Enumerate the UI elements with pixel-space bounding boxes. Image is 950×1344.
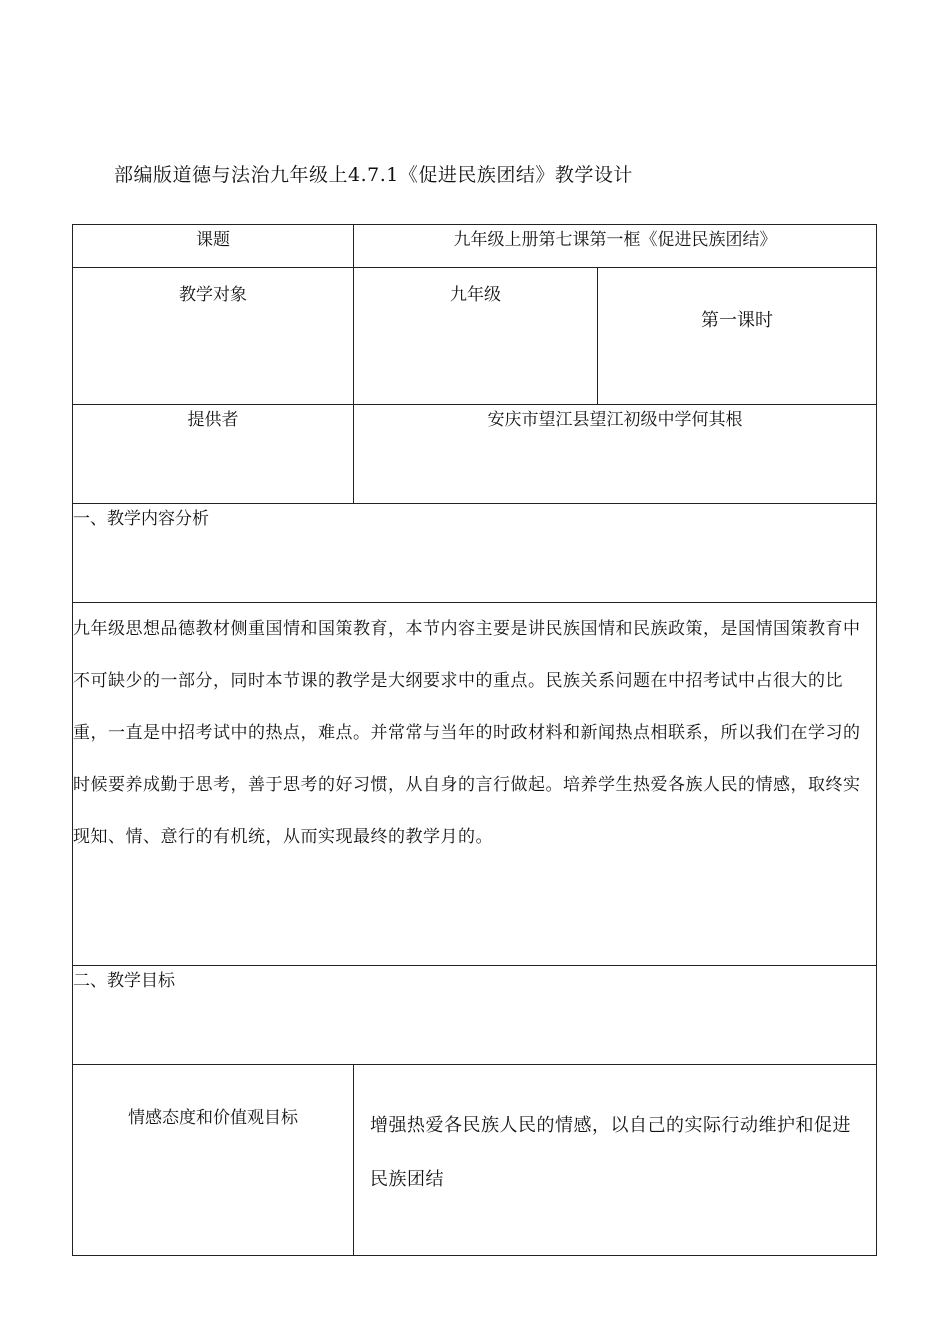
topic-label: 课题 <box>73 225 354 268</box>
target-row <box>73 268 877 405</box>
topic-value: 九年级上册第七课第一框《促进民族团结》 <box>354 225 877 268</box>
section1-body: 九年级思想品德教材侧重国情和国策教育，本节内容主要是讲民族国情和民族政策，是国情国策教育中不可缺少的一部分，同时本节课的教学是大纲要求中的重点。民族关系问题在中招考试中占很大的比重，一直是中招考试中的热点，难点。并常常与当年的时政材料和新闻热点相联系，所以我们在学习的时候要养成勤于思考，善于思考的好习惯，从自身的言行做起。培养学生热爱各族人民的情感，取终实现知、情、意行的有机统，从而实现最终的教学月的。 <box>73 603 877 966</box>
lesson-period: 第一课时 <box>598 268 877 405</box>
topic-row <box>73 225 877 268</box>
section2-heading: 二、教学目标 <box>73 966 877 1065</box>
goal-row <box>73 1065 877 1256</box>
lesson-plan-table <box>72 224 877 1256</box>
goal-label: 情感态度和价值观目标 <box>73 1065 354 1256</box>
target-value: 九年级 <box>354 268 598 405</box>
goal-text: 增强热爱各民族人民的情感，以自己的实际行动维护和促进民族团结 <box>354 1065 877 1256</box>
section2-heading-row <box>73 966 877 1065</box>
section1-body-row <box>73 603 877 966</box>
section1-heading: 一、教学内容分析 <box>73 504 877 603</box>
section1-heading-row <box>73 504 877 603</box>
provider-row <box>73 405 877 504</box>
provider-label: 提供者 <box>73 405 354 504</box>
document-title: 部编版道德与法治九年级上4.7.1《促进民族团结》教学设计 <box>114 164 633 186</box>
provider-value: 安庆市望江县望江初级中学何其根 <box>354 405 877 504</box>
target-label: 教学对象 <box>73 268 354 405</box>
